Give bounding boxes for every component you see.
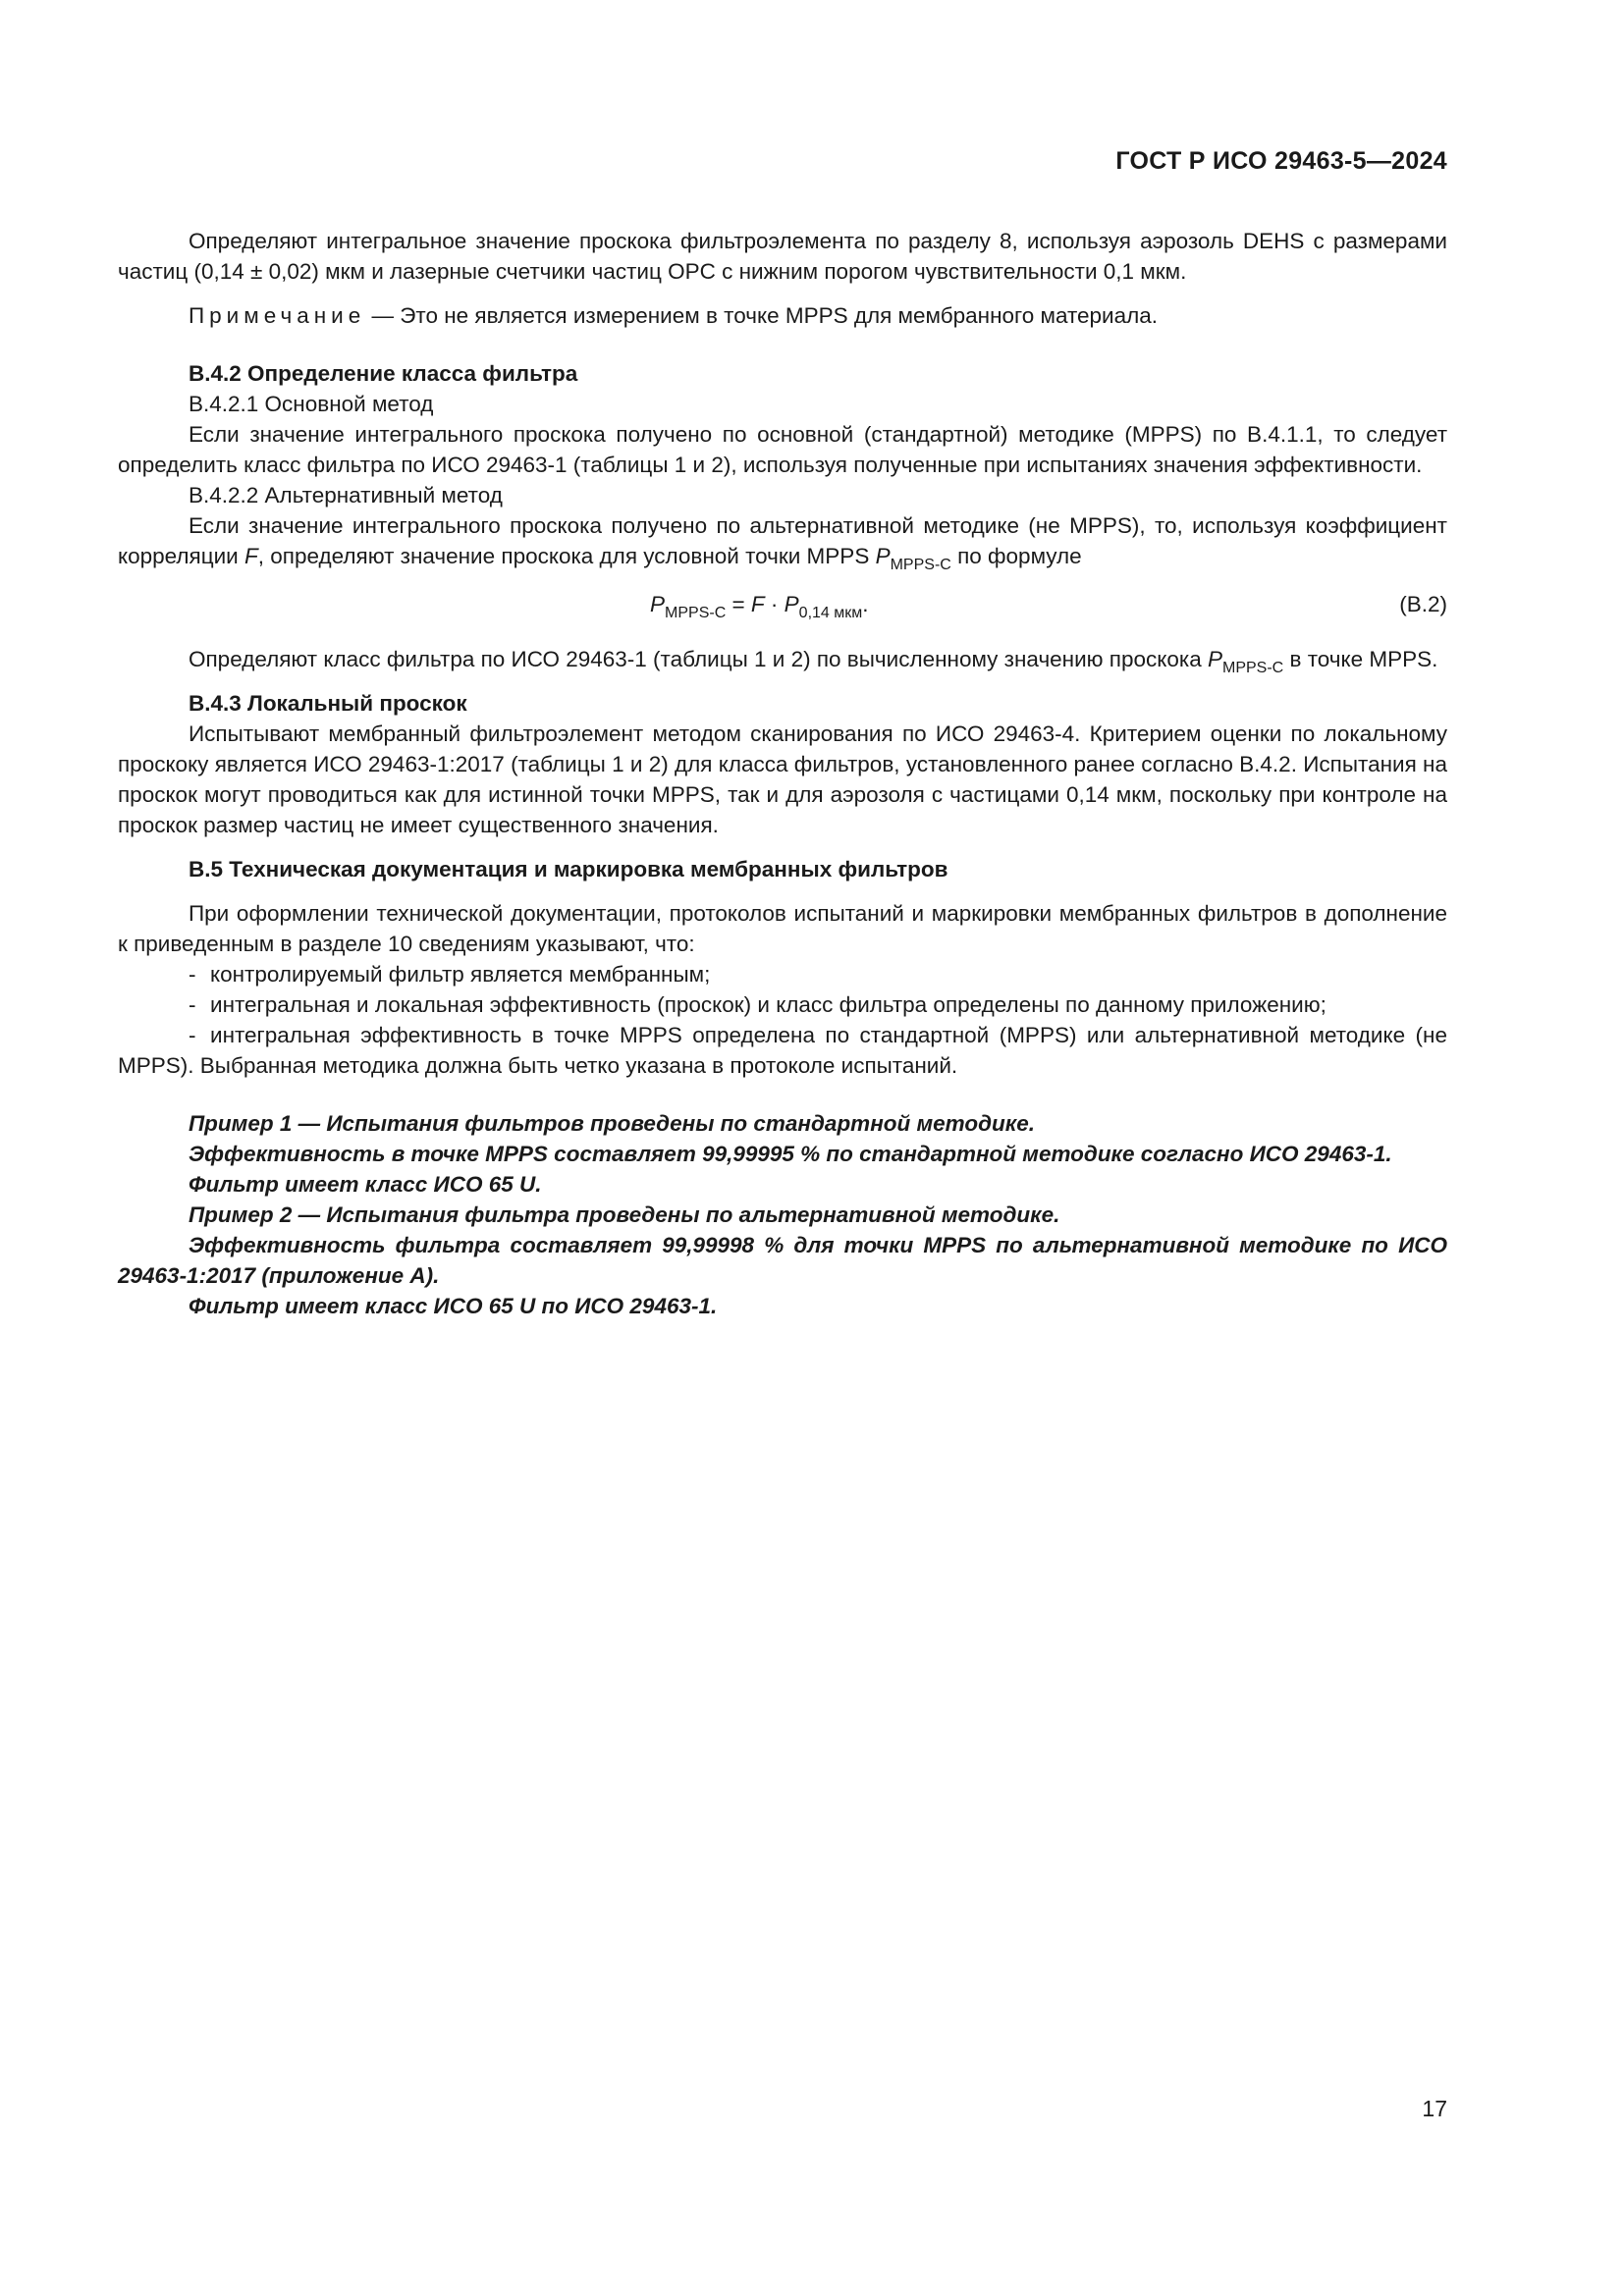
formula-operator: = xyxy=(726,592,751,616)
example-2-efficiency: Эффективность фильтра составляет 99,99998 % для точки MPPS по альтернативной методике по ИСО 29463-1:2017 (приложение А). xyxy=(118,1233,1447,1288)
formula-expression xyxy=(650,589,869,619)
b422-text-part: , определяют значение проскока для условной точки MPPS xyxy=(257,544,876,568)
formula-b2 xyxy=(118,585,1447,630)
list-item-text: интегральная и локальная эффективность (проскок) и класс фильтра определены по данному приложению; xyxy=(210,992,1326,1017)
var-p: P xyxy=(875,544,891,568)
formula-subscript: MPPS-C xyxy=(665,605,727,621)
list-dash: - xyxy=(189,1023,196,1047)
formula-var: F xyxy=(750,592,765,616)
intro-paragraph: Определяют интегральное значение проскока фильтроэлемента по разделу 8, используя аэрозоль DEHS с размерами частиц (0,14 ± 0,02) мкм и лазерные счетчики частиц OPC с нижним порогом чувствительности 0,1 мкм. xyxy=(118,229,1447,284)
list-item xyxy=(118,989,1447,1020)
list-dash: - xyxy=(189,992,196,1017)
after-formula-paragraph xyxy=(118,644,1447,674)
example-1-efficiency: Эффективность в точке MPPS составляет 99,99995 % по стандартной методике согласно ИСО 29463-1. xyxy=(189,1142,1392,1166)
section-b42-heading: В.4.2 Определение класса фильтра xyxy=(189,361,578,386)
page-number: 17 xyxy=(1422,2096,1447,2121)
formula-var: P xyxy=(650,592,666,616)
note-text: — Это не является измерением в точке MPPS для мембранного материала. xyxy=(365,303,1159,328)
formula-end: . xyxy=(862,592,869,616)
section-b43-text: Испытывают мембранный фильтроэлемент методом сканирования по ИСО 29463-4. Критерием оценки по локальному проскоку является ИСО 29463-1:2017 (таблицы 1 и 2) для класса фильтров, установленного ранее согласно В.4.2. Испытания на проскок могут проводиться как для истинной точки MPPS, так и для аэрозоля с частицами 0,14 мкм, поскольку при контроле на проскок размер частиц не имеет существенного значения. xyxy=(118,721,1447,837)
note-label: Примечание xyxy=(189,303,366,328)
section-b5-text: При оформлении технической документации, протоколов испытаний и маркировки мембранных фильтров в дополнение к приведенным в разделе 10 сведениям указывают, что: xyxy=(118,901,1447,956)
section-b43-heading: В.4.3 Локальный проскок xyxy=(189,691,467,716)
subsection-b422-text xyxy=(118,510,1447,571)
list-item xyxy=(118,959,1447,989)
after-formula-text: в точке MPPS. xyxy=(1283,647,1438,671)
subsection-b421-title: В.4.2.1 Основной метод xyxy=(189,392,434,416)
example-2-class: Фильтр имеет класс ИСО 65 U по ИСО 29463-1. xyxy=(189,1294,718,1318)
section-b5-heading: В.5 Техническая документация и маркировка мембранных фильтров xyxy=(189,857,948,881)
page-body xyxy=(118,226,1447,1321)
var-p: P xyxy=(1207,647,1222,671)
subsection-b421-text: Если значение интегрального проскока получено по основной (стандартной) методике (MPPS) по В.4.1.1, то следует определить класс фильтра по ИСО 29463-1 (таблицы 1 и 2), используя полученные при испытаниях значения эффективности. xyxy=(118,422,1447,477)
after-formula-text: Определяют класс фильтра по ИСО 29463-1 (таблицы 1 и 2) по вычисленному значению проскока xyxy=(189,647,1208,671)
list-dash: - xyxy=(189,962,196,987)
formula-operator: · xyxy=(764,592,785,616)
formula-var: P xyxy=(784,592,799,616)
formula-number: (В.2) xyxy=(1399,592,1447,616)
var-f: F xyxy=(244,544,258,568)
b422-text-part: по формуле xyxy=(950,544,1082,568)
list-item-text: интегральная эффективность в точке MPPS определена по стандартной (MPPS) или альтернативной методике (не MPPS). Выбранная методика должна быть четко указана в протоколе испытаний. xyxy=(118,1023,1447,1078)
list-item xyxy=(118,1020,1447,1081)
example-1-class: Фильтр имеет класс ИСО 65 U. xyxy=(189,1172,542,1197)
formula-subscript: 0,14 мкм xyxy=(798,605,863,621)
document-header: ГОСТ Р ИСО 29463-5—2024 xyxy=(1115,147,1447,175)
subscript-mpps-c: MPPS-C xyxy=(1222,660,1284,676)
example-2-title: Пример 2 — Испытания фильтра проведены по альтернативной методике. xyxy=(189,1202,1060,1227)
b422-text-part: Если значение интегрального проскока получено по альтернативной методике (не MPPS), то, используя коэффициент корреляции xyxy=(118,513,1447,568)
subsection-b422-title: В.4.2.2 Альтернативный метод xyxy=(189,483,503,507)
subscript-mpps-c: MPPS-C xyxy=(890,557,951,573)
example-1-title: Пример 1 — Испытания фильтров проведены по стандартной методике. xyxy=(189,1111,1035,1136)
list-item-text: контролируемый фильтр является мембранным; xyxy=(210,962,711,987)
note-paragraph xyxy=(118,300,1447,331)
